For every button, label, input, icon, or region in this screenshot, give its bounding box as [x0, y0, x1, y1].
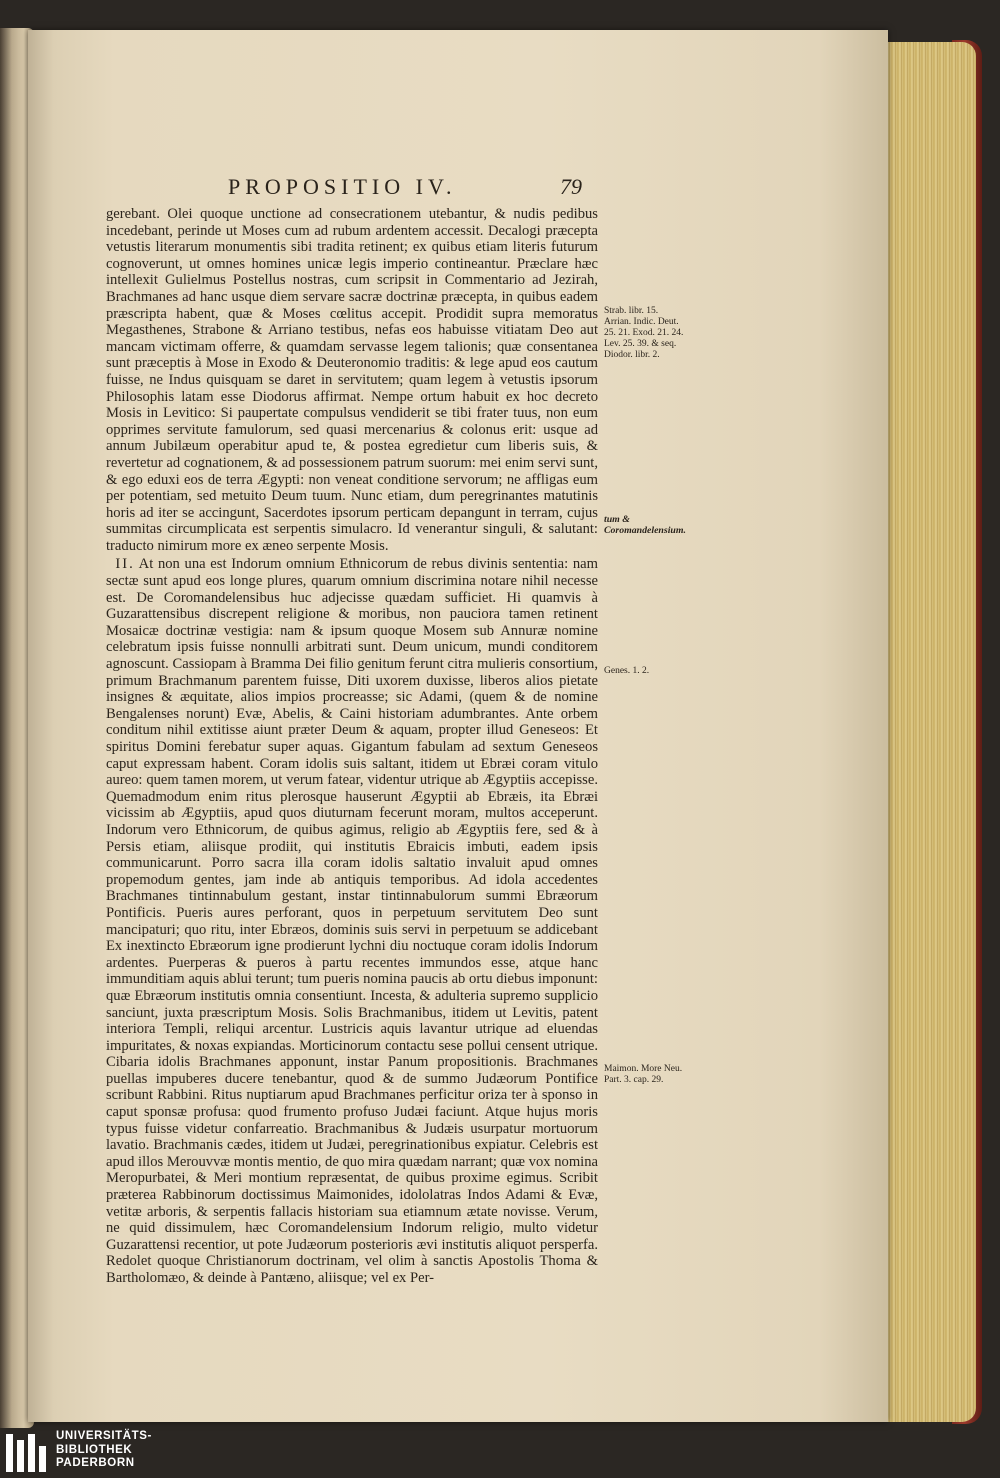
paragraph-2-text: At non una est Indorum omnium Ethnicorum de rebus divinis sententia: nam sectæ sunt apud eos longe plures, quarum omnium discrimina notare nihil necesse est. De Coromandelensibus huc adjecisse quædam sufficiet. Hi quamvis à Guzarattensibus discrepent religione & moribus, non pauciora tamen retinent Mosaicæ doctrinæ vestigia: nam & ipsum quoque Mosem sub Annuræ nomine celebratum ipsis fuisse nonnulli arbitrati sunt. Deum unicum, mundi conditorem agnoscunt. Cassiopam à Bramma Dei filio genitum ferunt citra mulieris consortium, primum Brachmanum parentem fuisse, Diti uxorem duxisse, liberos alios pietate insignes & æquitate, alios impios procreasse; sic Adami, (quem & de nomine Bengalenses norunt) Evæ, Abelis, & Caini historiam adumbrantes. Ante orbem conditum nihil extitisse aiunt præter Deum & aquam, propter illud Geneseos: Et spiritus Domini ferebatur super aquas. Gigantum fabulam ad sextum Geneseos caput expressam habent. Coram idolis suis saltant, itidem ut Ebræi coram vitulo aureo: quem tamen morem, ut verum fatear, videntur utrique ab Ægyptiis accepisse. Quemadmodum enim ritus plerosque hauserunt Ægyptii ab Ebræis, ita Ebræi vicissim ab Ægyptiis, apud quos diuturnam fecerunt moram, multos acceperunt. Indorum vero Ethnicorum, de quibus agimus, religio ab Ægyptiis fere, sed & à Persis etiam, aliisque prodiit, qui institutis Ebraicis imbuti, eadem ipsis communicarunt. Porro sacra illa coram idolis saltatio invaluit apud omnes propemodum gentes, jam inde ab antiquis temporibus. Ad idola accedentes Brachmanes tintinnabulum gestant, instar tintinnabulorum summi Ebræorum Pontificis. Pueris aures perforant, quos in perpetuum servitutem Deo sunt mancipaturi; quo ritu, inter Ebræos, dominis suis servi in perpetuum se addicebant Ex inextincto Ebræorum igne prodierunt lychni diu noctuque coram idolis Indorum ardentes. Puerperas & pueros à partu recentes immundos esse, atque hanc immunditiam aquis ablui terunt; tum pueris nomina paucis ab ortu diebus imponunt: quæ Ebræorum institutis omnia consentiunt. Incesta, & adulteria supremo supplicio sanciunt, juxta præscriptum Mosis. Solis Brachmanibus, itidem ut Levitis, patent interiora Templi, reliqui arcentur. Lustricis aquis lavantur utrique ad eluendas impuritates, & noxas expiandas. Morticinorum contactu sese pollui censent utrique. Cibaria idolis Brachmanes apponunt, instar Panum propositionis. Brachmanes puellas impuberes ducere tenebantur, quod & de summo Judæorum Pontifice scribunt Rabbini. Ritus nuptiarum apud Brachmanes perficitur oriza ter à sponso in caput sponsæ profusa: quod frumento profuso Judæi faciunt. Atque hujus moris typus fuisse videtur confarreatio. Brachmanibus & Judæis usurpatur mortuorum lavatio. Brachmanis cædes, itidem ut Judæi, peregrinationibus expiatur. Celebris est apud illos Merouvvæ montis mentio, de quo mira quædam narrant; quæ vox nomina Meropurbatei, & Meri montium repræsentat, de quibus proxime egimus. Scribit præterea Rabbinorum doctissimus Maimonides, idololatras Indos Adami & Evæ, vetitæ arboris, & serpentis fallacis historiam sua etiamnum ætate novisse. Verum, ne quid dissimulem, hæc Coromandelensium Indorum religio, multo videtur Guzarattensi recentior, ut pote Judæorum posterioris ævi institutis aliquot persperfa. Redolet quoque Christianorum doctrinam, vel olim à sanctis Apostolis Thoma & Bartholomæo, & deinde à Pantæno, aliisque; vel ex Per-	[106, 556, 599, 1286]
library-logo-text: UNIVERSITÄTS- BIBLIOTHEK PADERBORN	[56, 1430, 152, 1469]
margin-note-strabo: Strab. libr. 15. Arrian. Indic. Deut. 25. 21. Exod. 21. 24. Lev. 25. 39. & seq. Diodor. libr. 2.	[604, 306, 684, 360]
library-logo	[0, 1426, 150, 1478]
section-number: II.	[115, 556, 135, 573]
page-number: 79	[560, 174, 582, 199]
margin-note-genesis: Genes. 1. 2.	[604, 666, 650, 676]
paragraph-1: gerebant. Olei quoque unctione ad consecrationem utebantur, & nudis pedibus incedebant, perinde ut Moses cum ad rubum ardentem accessit. Decalogi præcepta vetustis literarum monumentis sibi tradita retinent; ex quibus etiam literis futurum cognoverunt, ut omnes homines unicæ legis imperio contineantur. Præclare hæc intellexit Gulielmus Postellus nostras, cum scripsit in Commentario ad Jezirah, Brachmanes ad hanc usque diem servare sacræ doctrinæ præcepta, in quibus eadem præscripta habent, quæ & Moses cœlitus accepit. Prodidit supra memoratus Megasthenes, Strabone & Arriano testibus, nefas eos habuisse vitiatam Deo aut mancam victimam offerre, & quamdam servasse legem talionis; quæ consentanea sunt præceptis à Mose in Exodo & Deuteronomio traditis: & lege apud eos cautum fuisse, ne Indus quisquam se daret in servitutem; quam legem à vetustis ipsorum Philosophis latam esse Diodorus affirmat. Nempe ortum habuit ex hoc decreto Mosis in Levitico: Si paupertate compulsus vendiderit se tibi frater tuus, non eum opprimes servitute famulorum, sed quasi mercenarius & colonus erit: usque ad annum Jubilæum operabitur apud te, & postea egredietur cum liberis suis, & revertetur ad cognationem, & ad possessionem patrum suorum: mei enim servi sunt, & ego eduxi eos de terra Ægypti: non veneat conditione servorum; ne affligas eum per potentiam, sed metuito Deum tuum. Nunc etiam, dum peregrinantes matutinis horis ad iter se accingunt, Sacerdotes ipsorum perticam depangunt in terram, cujus summitas circumplicata est serpentis simulacro. Id venerantur singuli, & salutant: traducto nimirum more ex æneo serpente Mosis.	[106, 206, 598, 554]
paragraph-2	[106, 556, 598, 1286]
margin-note-coromandel: tum & Coromandelensium.	[604, 514, 686, 536]
running-head: PROPOSITIO IV.	[228, 174, 457, 199]
margin-note-maimonides: Maimon. More Neu. Part. 3. cap. 29.	[604, 1064, 683, 1085]
main-text-column	[106, 206, 598, 1287]
library-logo-icon	[6, 1432, 46, 1474]
